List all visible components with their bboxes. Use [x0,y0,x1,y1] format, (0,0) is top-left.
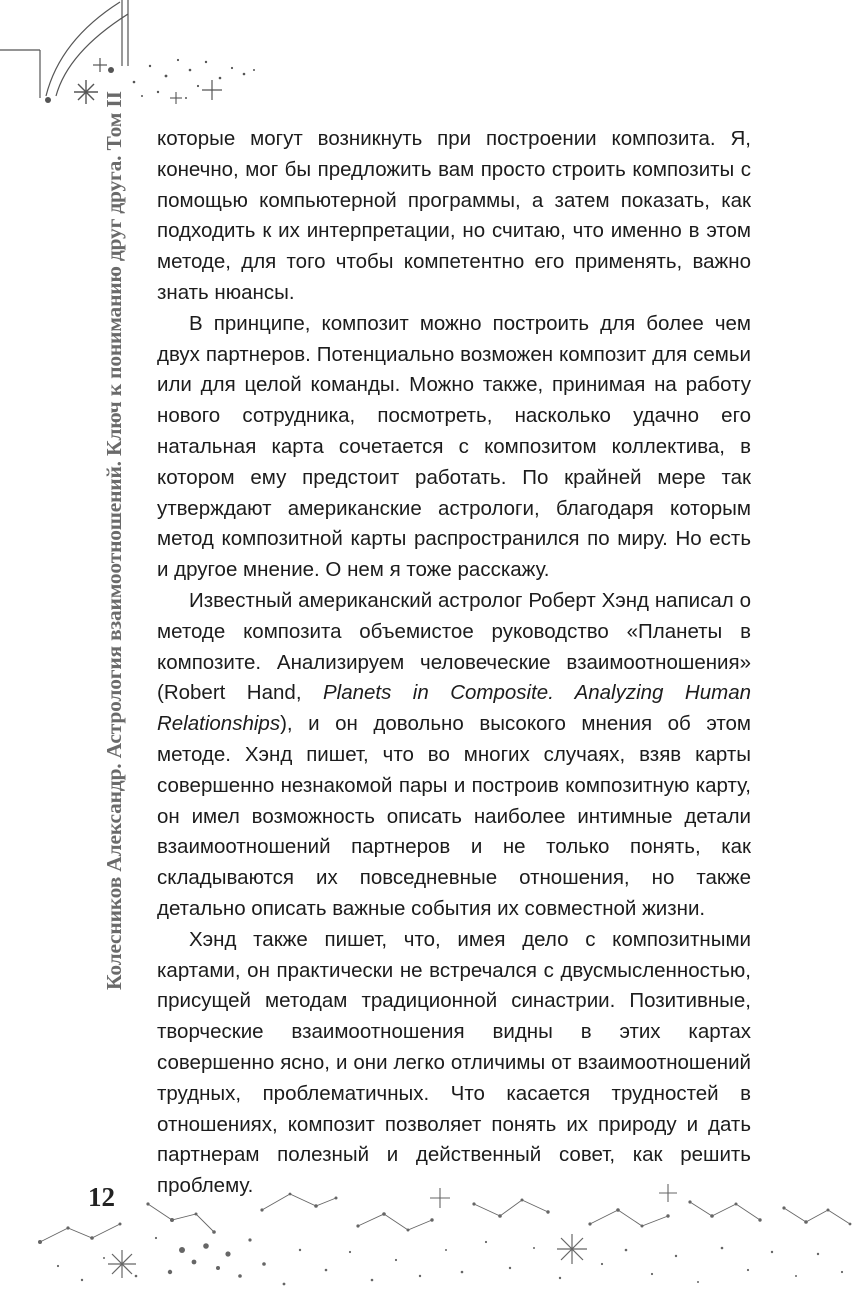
bottom-star-ornament [0,1180,856,1299]
frame-arc-outer [46,2,120,96]
constellation-lines [40,1194,850,1242]
star-icon [430,1188,450,1208]
paragraph-1: которые могут возникнуть при построении композита. Я, конечно, мог бы предложить вам просто строить композиты с помощью компьютерной программы, а затем показать, как подходить к их интерпретации, но считаю, что именно в этом методе, для того чтобы компетентно его применять, важно знать нюансы. [157,127,751,304]
star-icon [202,80,222,100]
paragraph-3-text-before: Известный американский астролог Роберт Хэнд написал о методе композита объемистое руководство «Планеты в композите. Анализируем человеческие взаимоотношения» (Robert Hand, [157,588,751,705]
frame-arc-inner [56,14,128,96]
running-title: Колесников Александр. Астрология взаимоотношений. Ключ к пониманию друг друга. Том II [102,91,126,990]
body-text [157,124,751,1202]
paragraph-4: Хэнд также пишет, что, имея дело с композитными картами, он практически не встречался с двусмысленностью, присущей методам традиционной синастрии. Позитивные, творческие взаимоотношения видны в этих картах совершенно ясно, и они легко отличимы от взаимоотношений трудных, проблематичных. Что касается трудностей в отношениях, композит позволяет понять их природу и дать партнерам полезный и действенный совет, как решить проблему. [157,927,751,1198]
book-title-italic: Planets in Composite. Analyzing Human Relationships [157,681,751,736]
top-corner-ornament [0,0,270,110]
star-icon [108,1250,136,1278]
paragraph-3 [157,586,751,925]
star-icon [74,80,98,104]
star-icon [659,1184,677,1202]
ornament-dot [108,67,114,73]
star-icon [557,1234,587,1264]
ornament-dot [45,97,51,103]
paragraph-2: В принципе, композит можно построить для более чем двух партнеров. Потенциально возможен композит для семьи или для целой команды. Можно также, принимая на работу нового сотрудника, посмотреть, насколько удачно его натальная карта сочетается с композитом коллектива, в котором ему предстоит работать. По крайней мере так утверждают американские астрологи, благодаря которым метод композитной карты распространился по миру. Но есть и другое мнение. О нем я тоже расскажу. [157,311,751,582]
paragraph-3-text-after: ), и он довольно высокого мнения об этом методе. Хэнд пишет, что во многих случаях, взяв карты совершенно незнакомой пары и построив композитную карту, он имел возможность описать наиболее интимные детали взаимоотношений партнеров и не только понять, как складываются их повседневные отношения, но также детально описать важные события их совместной жизни. [157,712,751,920]
star-icon [170,92,182,104]
star-icon [93,58,107,72]
star-dots [38,1193,851,1286]
page-number: 12 [88,1182,115,1212]
